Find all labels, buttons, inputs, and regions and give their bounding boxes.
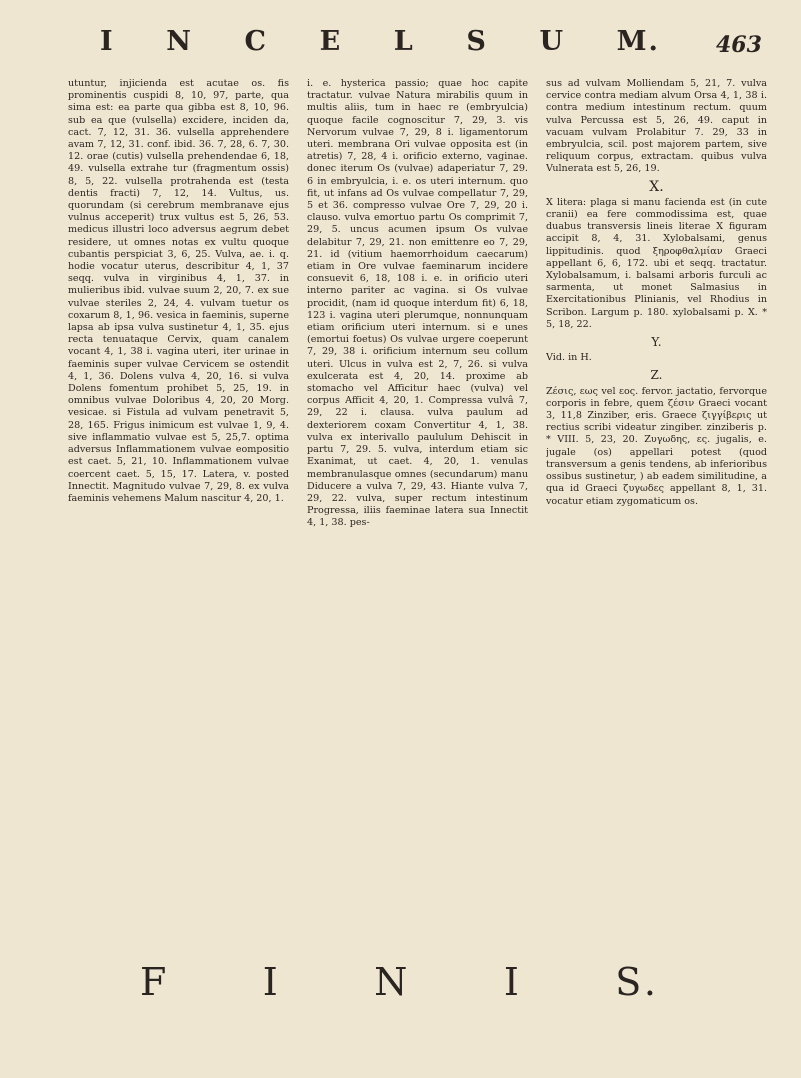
section-heading-x: X. <box>649 178 664 195</box>
index-entries-middle: i. e. hysterica passio; quae hoc capite tractatur. vulvae Natura mirabilis quum in multis aliis, tum in haec re (embryulcia) quoque facile cognoscitur 7, 29, 3. vis Nervorum vulvae 7, 29, 8 i. ligamentorum uteri. membrana Ori vulvae opposita est (in atretis) 7, 28, 4 i. orificio externo, vaginae. donec iterum Os (vulvae) adaperiatur 7, 29. 6 in embryulcia, i. e. os uteri internum. quo fit, ut infans ad Os vulvae compellatur 7, 29, 5 et 36. compresso vulvae Ore 7, 29, 20 i. clauso. vulva emortuo partu Os comprimit 7, 29, 5. uncus acumen ipsum Os vulvae delabitur 7, 29, 21. non emittenre eo 7, 29, 21. id (vitium haemorrhoidum caecarum) etiam in Ore vulvae faeminarum incidere consuevit 6, 18, 108 i. e. in orificio uteri interno pariter ac vagina. si Os vulvae procidit, (nam id quoque interdum fit) 6, 18, 123 i. vagina uteri plerumque, nonnunquam etiam orificium uteri internum. si e unes (emortui foetus) Os vulvae urgere coeperunt 7, 29, 38 i. orificium internum seu collum uteri. Ulcus in vulva est 2, 7, 26. si vulva exulcerata est 4, 20, 14. proxime ab stomacho vel Afficitur haec (vulva) vel corpus Afficit 4, 20, 1. Compressa vulvâ 7, 29, 22 i. clausa. vulva paulum ad dexteriorem coxam Convertitur 4, 1, 38. vulva ex interivallo paululum Dehiscit in partu 7, 29. 5. vulva, interdum etiam sic Exanimat, ut caet. 4, 20, 1. venulas membranulasque omnes (secundarum) manu Diducere a vulva 7, 29, 43. Hiante vulva 7, 29, 22. vulva, super rectum intestinum Progressa, iliis faeminae latera sua Innectit 4, 1, 38. pes- <box>307 78 528 529</box>
running-head-letter: L <box>393 26 415 57</box>
index-column-right <box>546 78 767 818</box>
index-column-left <box>68 78 289 818</box>
index-entries-left: utuntur, injicienda est acutae os. fis prominentis cuspidi 8, 10, 97, parte, qua sima est: ea parte qua gibba est 8, 10, 96. sub ea que (vulsella) excidere, inciden da, cact. 7, 12, 31. 36. vulsella apprehendere avam 7, 12, 31. conf. ibid. 36. 7, 28, 6. 7, 30. 12. orae (cutis) vulsella prehendendae 6, 18, 49. vulsella extrahe tur (fragmentum ossis) 8, 5, 22. vulsella protrahenda est (testa dentis fracti) 7, 12, 14. Vultus, us. quorundam (si cerebrum membranave ejus vulnus acceperit) trux vultus est 5, 26, 53. medicus illustri loco adversus aegrum debet residere, ut omnes notas ex vultu quoque cubantis perspiciat 3, 6, 25. Vulva, ae. i. q. hodie vocatur uterus, describitur 4, 1, 37 seqq. vulva in virginibus 4, 1, 37. in mulieribus ibid. vulvae suum 2, 20, 7. ex sue vulvae steriles 2, 24, 4. vulvam tuetur os coxarum 8, 1, 96. vesica in faeminis, superne lapsa ab ipsa vulva sustinetur 4, 1, 35. ejus recta tenuataque Cervix, quam canalem vocant 4, 1, 38 i. vagina uteri, iter urinae in faeminis super vulvae Cervicem se ostendit 4, 1, 36. Dolens vulva 4, 20, 16. si vulva Dolens fomentum prohibet 5, 25, 19. in omnibus vulvae Doloribus 4, 20, 20 Morg. vesicae. si Fistula ad vulvam penetravit 5, 28, 165. Frigus inimicum est vulvae 1, 9, 4. sive inflammatio vulvae est 5, 25,7. optima adversus Inflammationem vulvae eompositio est caet. 5, 21, 10. Inflammationem vulvae coercent caet. 5, 15, 17. Latera, v. posted Innectit. Magnitudo vulvae 7, 29, 8. ex vulva faeminis vehemens Malum nascitur 4, 20, 1. <box>68 78 289 504</box>
index-entries-z: Ζέσις, εως vel εος. fervor. jactatio, fervorque corporis in febre, quem ζέσιν Graeci vocant 3, 11,8 Zinziber, eris. Graece ζιγγίβερις ut rectius scribi videatur zingiber. zinziberis p. * VIII. 5, 23, 20. Ζυγωδης, ες. jugalis, e. jugale (os) appellari potest (quod transversum a genis tendens, ab inferioribus ossibus sustinetur, ) ab eadem similitudine, a qua id Graeci ζυγωδες appellant 8, 1, 31. vocatur etiam zygomaticum os. <box>546 385 767 507</box>
index-column-middle <box>307 78 528 818</box>
running-head-letter: C <box>244 26 269 57</box>
finis-letter: S. <box>615 960 660 1004</box>
finis-letter: I <box>503 960 523 1004</box>
finis-footer <box>140 960 660 1004</box>
running-head-letter: I <box>100 26 115 57</box>
index-entries-x: X litera: plaga si manu facienda est (in cute cranii) ea fere commodissima est, quae duabus transversis lineis literae X figuram accipit 8, 4, 31. Xylobalsami, genus lippitudinis. quod ξηροφθαλμίαν Graeci appellant 6, 6, 172. ubi et seqq. tractatur. Xylobalsamum, i. balsami arboris furculi ac sarmenta, ut monet Salmasius in Exercitationibus Plinianis, vel Rhodius in Scribon. Largum p. 180. xylobalsami p. X. * 5, 18, 22. <box>546 196 767 330</box>
running-header <box>0 22 801 62</box>
index-entries-y: Vid. in H. <box>546 352 592 364</box>
section-heading-z: Z. <box>650 368 663 383</box>
running-head-letter: U <box>539 26 566 57</box>
section-heading-y: Y. <box>651 335 662 350</box>
finis-letter: I <box>262 960 282 1004</box>
running-head-letter: M. <box>616 26 660 57</box>
running-head-letter: S <box>466 26 488 57</box>
running-head-title <box>100 26 660 57</box>
index-entries-right-top: sus ad vulvam Molliendam 5, 21, 7. vulva cervice contra mediam alvum Orsa 4, 1, 38 i. contra medium intestinum rectum. quum vulva Percussa est 5, 26, 49. caput in vacuam vulvam Prolabitur 7. 29, 33 in embryulcia, scil. post majorem partem, sive reliquum corpus, extractam. quibus vulva Vulnerata est 5, 26, 19. <box>546 78 767 175</box>
index-columns <box>68 78 768 818</box>
finis-letter: N <box>374 960 412 1004</box>
running-head-letter: E <box>319 26 343 57</box>
running-head-letter: N <box>166 26 193 57</box>
page-number: 463 <box>716 32 762 58</box>
finis-letter: F <box>140 960 171 1004</box>
